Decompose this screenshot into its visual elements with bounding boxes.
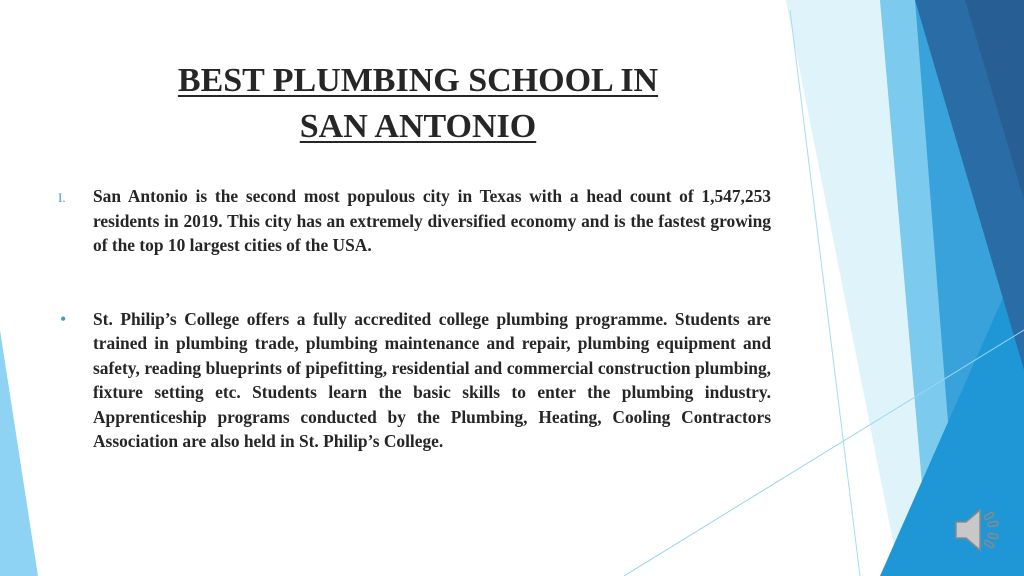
- bullet-text-san-antonio: San Antonio is the second most populous city in Texas with a head count of 1,547,253 residents in 2019. This city has an extremely diversified economy and is the fastest growing of the top 10 largest cities of the USA.: [93, 186, 771, 255]
- bullet-marker-dot: •: [60, 308, 67, 329]
- decor-left-accent: [0, 330, 38, 576]
- slide-title: [118, 58, 718, 150]
- title-line-2: SAN ANTONIO: [299, 108, 537, 145]
- bullet-item-san-antonio: [58, 184, 771, 258]
- bullet-text-st-philips: St. Philip’s College offers a fully accredited college plumbing programme. Students are trained in plumbing trade, plumbing maintenance and repair, plumbing equipment and safety, reading blueprints of pipefitting, residential and commercial construction plumbing, fixture setting etc. Students learn the basic skills to enter the plumbing industry. Apprenticeship programs conducted by the Plumbing, Heating, Cooling Contractors Association are also held in St. Philip’s College.: [93, 308, 771, 451]
- bullet-list: [58, 184, 771, 454]
- bullet-marker-roman: I.: [58, 190, 66, 205]
- title-line-1: BEST PLUMBING SCHOOL IN: [177, 62, 659, 99]
- speaker-icon[interactable]: [952, 506, 1004, 554]
- bullet-item-st-philips: [58, 307, 771, 454]
